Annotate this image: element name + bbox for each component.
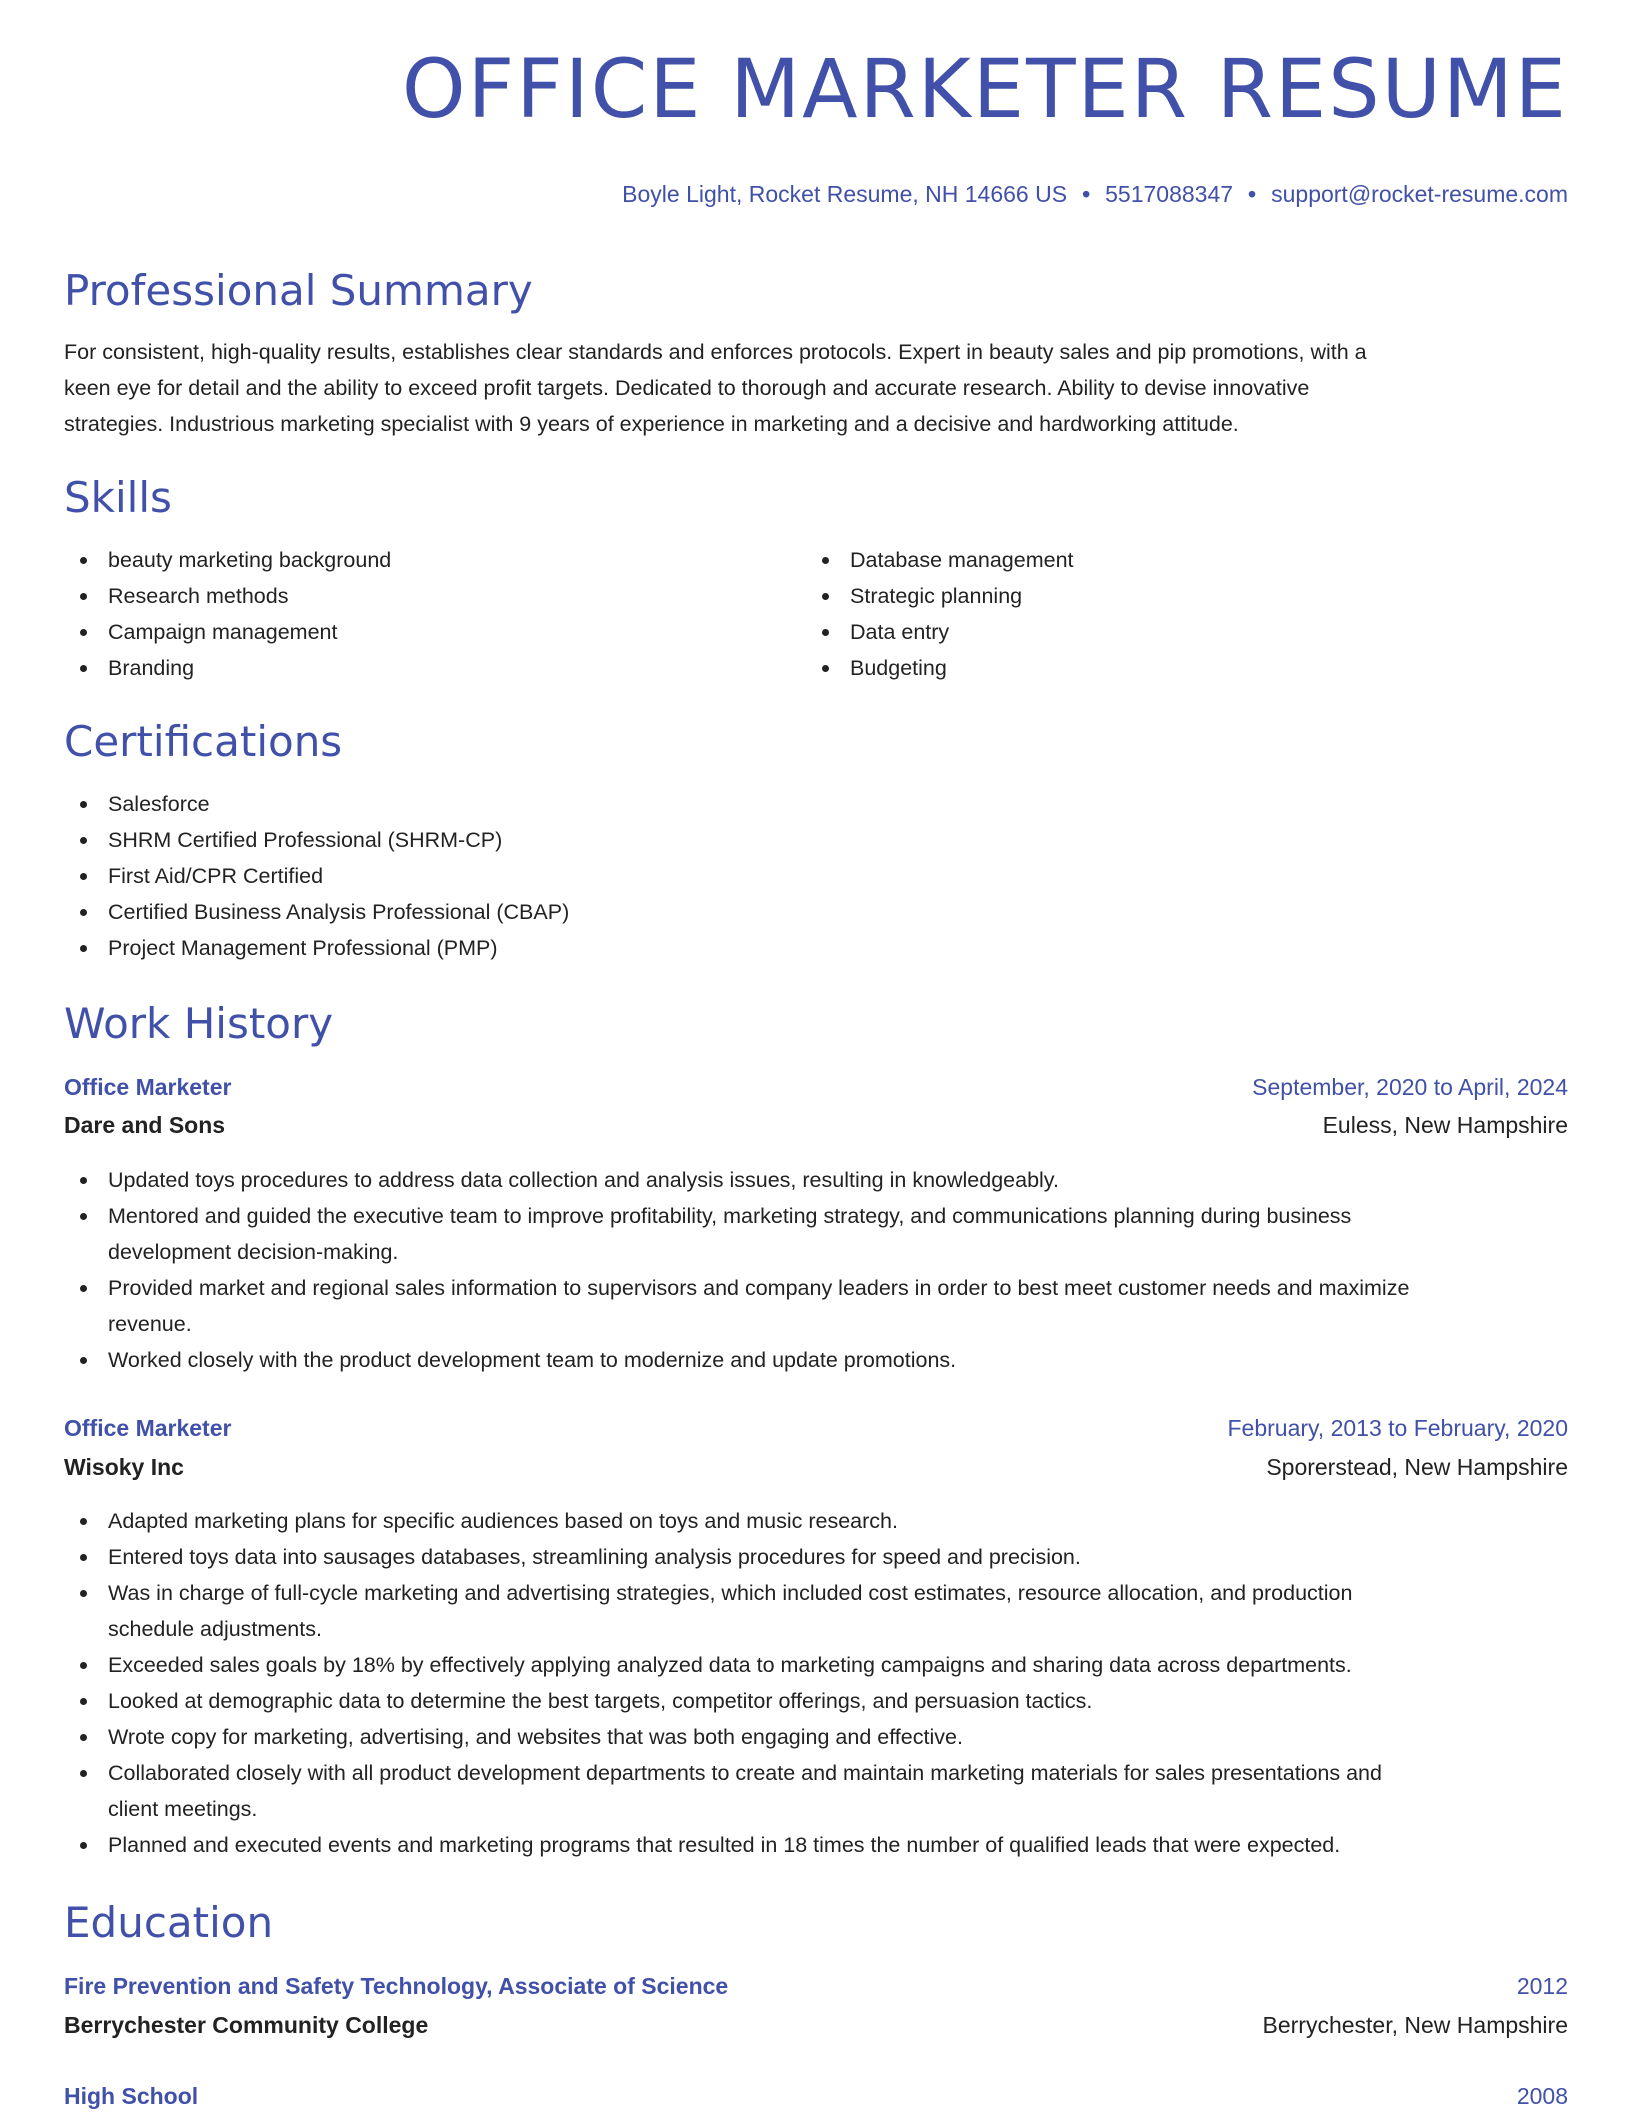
job-location: Sporerstead, New Hampshire [1266,1453,1568,1480]
job-dates: February, 2013 to February, 2020 [1227,1414,1568,1441]
job-company: Wisoky Inc [64,1453,184,1480]
contact-separator: • [1082,181,1091,207]
education-year: 2012 [1516,1972,1568,1999]
skill-item: beauty marketing background [64,542,764,578]
contact-phone: 5517088347 [1105,181,1234,207]
job-company: Dare and Sons [64,1111,226,1138]
skills-list-right [806,542,1506,686]
education-degree-row [64,1969,1568,2003]
contact-separator: • [1248,181,1257,207]
job-dates: September, 2020 to April, 2024 [1252,1073,1568,1100]
education-degree-row [64,2079,1568,2113]
skill-item: Database management [806,542,1506,578]
contact-address: Boyle Light, Rocket Resume, NH 14666 US [622,181,1068,207]
summary-line: keen eye for detail and the ability to exceed profit targets. Dedicated to thorough and accurate research. Ability to devise innovative [64,376,1310,400]
summary-line: For consistent, high-quality results, establishes clear standards and enforces protocols. Expert in beauty sales and pip promotions, with a [64,340,1367,364]
job-duty: Worked closely with the product development team to modernize and update promotions. [64,1342,1568,1378]
education-degree: Fire Prevention and Safety Technology, Associate of Science [64,1972,729,1999]
education-year: 2008 [1516,2082,1568,2109]
job-duties-list [64,1162,1568,1378]
certifications-list [64,786,1568,966]
job-duty: Wrote copy for marketing, advertising, and websites that was both engaging and effective. [64,1719,1568,1755]
education-location: Berrychester, New Hampshire [1262,2011,1568,2038]
skill-item: Strategic planning [806,578,1506,614]
skill-item: Budgeting [806,650,1506,686]
certification-item: First Aid/CPR Certified [64,858,1568,894]
job-title: Office Marketer [64,1414,232,1441]
skill-item: Branding [64,650,764,686]
work-history-heading: Work History [64,999,334,1048]
job-duty: Looked at demographic data to determine the best targets, competitor offerings, and persuasion tactics. [64,1683,1568,1719]
contact-email[interactable]: support@rocket-resume.com [1271,181,1568,207]
certification-item: Certified Business Analysis Professional (CBAP) [64,894,1568,930]
education-school-row [64,2008,1568,2042]
education-heading: Education [64,1898,274,1947]
skill-item: Campaign management [64,614,764,650]
certification-item: SHRM Certified Professional (SHRM-CP) [64,822,1568,858]
job-duty: Provided market and regional sales information to supervisors and company leaders in order to best meet customer needs and maximize revenue. [64,1270,1568,1342]
job-duty: Planned and executed events and marketing programs that resulted in 18 times the number of qualified leads that were expected. [64,1827,1568,1863]
job-duty: Updated toys procedures to address data collection and analysis issues, resulting in knowledgeably. [64,1162,1568,1198]
job-title-row [64,1411,1568,1445]
job-title: Office Marketer [64,1073,232,1100]
certification-item: Project Management Professional (PMP) [64,930,1568,966]
skill-item: Research methods [64,578,764,614]
job-company-row [64,1450,1568,1484]
resume-title: OFFICE MARKETER RESUME [401,43,1568,137]
job-duty: Was in charge of full-cycle marketing and advertising strategies, which included cost estimates, resource allocation, and production schedule adjustments. [64,1575,1568,1647]
education-degree: High School [64,2082,199,2109]
job-duty: Adapted marketing plans for specific audiences based on toys and music research. [64,1503,1568,1539]
summary-heading: Professional Summary [64,266,533,315]
certifications-heading: Certifications [64,717,343,766]
job-title-row [64,1070,1568,1104]
skill-item: Data entry [806,614,1506,650]
job-location: Euless, New Hampshire [1322,1111,1568,1138]
education-school: Berrychester Community College [64,2011,429,2038]
job-company-row [64,1108,1568,1142]
job-duties-list [64,1503,1568,1863]
job-duty: Exceeded sales goals by 18% by effectively applying analyzed data to marketing campaigns and sharing data across departments. [64,1647,1568,1683]
summary-line: strategies. Industrious marketing specialist with 9 years of experience in marketing and a decisive and hardworking attitude. [64,412,1239,436]
job-duty: Collaborated closely with all product development departments to create and maintain marketing materials for sales presentations and client meetings. [64,1755,1568,1827]
job-duty: Mentored and guided the executive team to improve profitability, marketing strategy, and communications planning during business development decision-making. [64,1198,1568,1270]
summary-text [64,334,1568,442]
job-duty: Entered toys data into sausages databases, streamlining analysis procedures for speed and precision. [64,1539,1568,1575]
certification-item: Salesforce [64,786,1568,822]
contact-line [622,181,1568,208]
skills-list-left [64,542,764,686]
skills-heading: Skills [64,473,172,522]
